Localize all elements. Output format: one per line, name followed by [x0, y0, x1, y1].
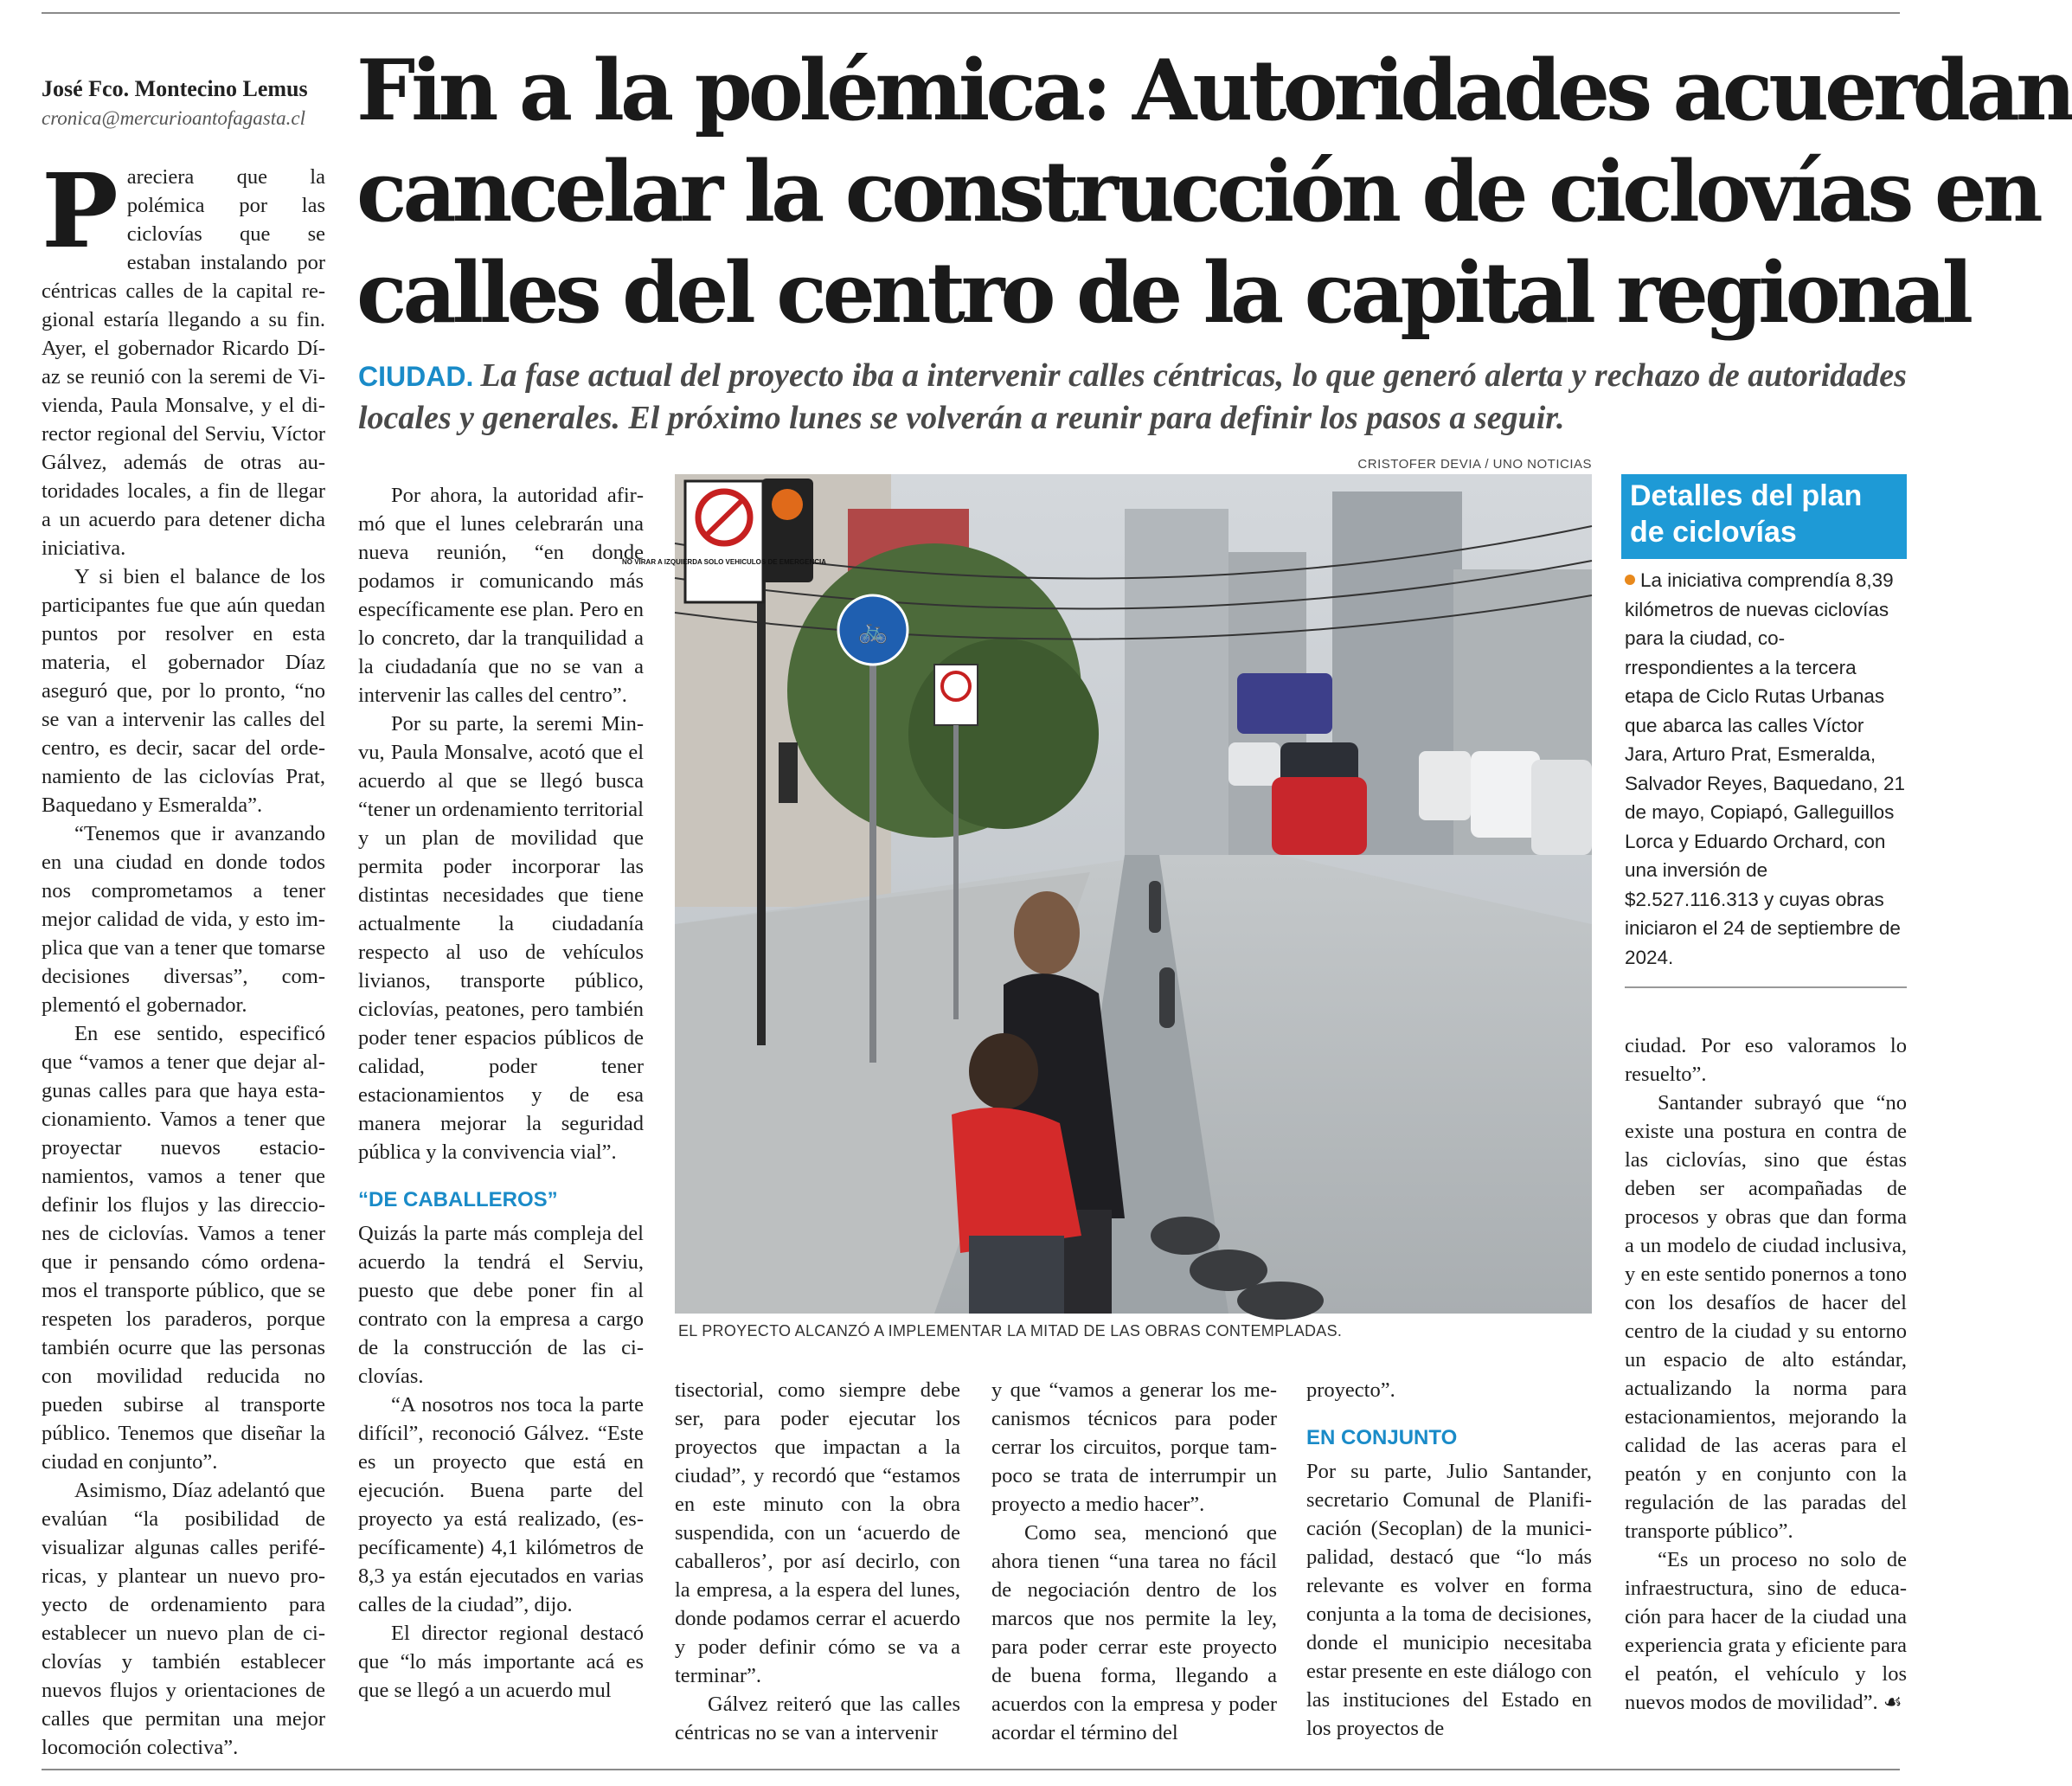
distant-pedestrian — [779, 742, 798, 803]
photo-caption: EL PROYECTO ALCANZÓ A IMPLEMENTAR LA MITAD DE LAS OBRAS CONTEMPLADAS. — [678, 1322, 1343, 1340]
bollard — [1149, 881, 1161, 933]
street-photo — [621, 474, 1592, 1314]
paragraph: “Tenemos que ir avanzando en una ciudad en donde todos nos comprometamos a tener mejor calidad de vida, y esto implica que van a tener que tomarse decisiones diversas”, complementó el gobernador. — [42, 822, 325, 1017]
bike-sign-pole — [869, 647, 876, 1063]
paragraph: Por su parte, la seremi Minvu, Paula Monsalve, acotó que el acuerdo al que se llegó busca “tener un ordenamiento territorial y un plan de movilidad que permita poder incorporar las distintas necesidades que tiene actualmente la ciudadanía respecto al uso de vehículos livianos, transporte público, ciclovías, peatones, pero también poder tener espacios públicos de calidad, poder tener estacionamientos y de esa manera mejorar la seguridad pública y la convivencia vial”. — [358, 712, 644, 1164]
paragraph: Pareciera que la polémica por las ciclovías que se estaban instalando por céntricas calles de la capital regional estaría llegando a su fin. Ayer, el gobernador Ricardo Díaz se reunió con la seremi de Vivienda, Paula Monsalve, y el director regional del Serviu, Víctor Gálvez, además de otras autoridades locales, a fin de llegar a un acuerdo para detener dicha iniciativa. — [42, 151, 325, 560]
headline-line-2: cancelar la construcción de ciclovías en — [356, 143, 2039, 241]
car — [1531, 760, 1592, 855]
bollard — [1190, 1250, 1267, 1291]
car — [1228, 742, 1280, 786]
top-rule — [42, 12, 1900, 14]
deck-text: La fase actual del proyecto iba a intervenir calles céntricas, lo que generó alerta y rechazo de autoridades locales y generales. El próximo lunes se volverán a reunir para definir los pasos a seguir. — [358, 357, 1907, 436]
end-mark-icon: ☙ — [1883, 1691, 1902, 1714]
car — [1272, 777, 1367, 855]
deck-kicker: CIUDAD. — [358, 361, 474, 392]
paragraph: En ese sentido, especificó que “vamos a tener que dejar algunas calles para que haya estacionamiento. Vamos a tener que proyectar nuevos estacionamientos, vamos a tener que definir los flujos y las direcciones de ciclovías. Vamos a tener que ir pensando cómo ordenamos el transporte público, que se respeten los paraderos, porque también ocurre que las personas con movilidad reducida no pueden subirse al transporte público. Tenemos que diseñar la ciudad en conjunto”. — [42, 1022, 325, 1474]
man-head — [1014, 891, 1080, 974]
boy-head — [969, 1033, 1038, 1109]
subhead-de-caballeros: “DE CABALLEROS” — [358, 1188, 558, 1211]
paragraph: “A nosotros nos toca la parte difícil”, reconoció Gálvez. “Este es un proyecto que está en ejecución. Buena parte del proyecto ya está realizado, (específicamente) 4,1 kilómetros de 8,3 ya están ejecutados en varias calles de la ciudad”, dijo. — [358, 1393, 644, 1616]
photo-credit: CRISTOFER DEVIA / UNO NOTICIAS — [1357, 457, 1592, 472]
pedestrian-signal — [772, 489, 803, 520]
building — [1125, 509, 1228, 855]
bottom-rule — [42, 1769, 1900, 1770]
bollard — [1159, 967, 1175, 1028]
article-column-2 — [358, 481, 644, 1705]
bullet-icon — [1625, 575, 1635, 585]
sign-text: NO VIRAR A IZQUIERDA SOLO VEHICULOS DE EMERGENCIA — [621, 558, 827, 566]
car — [1419, 751, 1471, 820]
paragraph: Y si bien el balance de los participantes fue que aún quedan puntos por resolver en esta materia, el gobernador Díaz aseguró que, por lo pronto, “no se van a intervenir las calles del centro, es decir, sacar del ordenamiento de las ciclovías Prat, Baquedano y Esmeralda”. — [42, 565, 325, 817]
headline — [356, 40, 2072, 344]
paragraph: tisectorial, como siempre debe ser, para poder ejecutar los proyectos que impactan a la ciudad”, y recordó que “estamos en este minuto con la obra suspendida, con un ‘acuerdo de caballeros’, por así decirlo, con la empresa, a la espera del lunes, donde podamos cerrar el acuerdo y poder definir cómo se va a terminar”. — [675, 1378, 960, 1687]
paragraph: Como sea, mencionó que ahora tienen “una tarea no fácil de negociación dentro de los marcos que nos permite la ley, para poder cerrar este proyecto de buena forma, llegando a acuerdos con la empresa y poder acordar el término del — [991, 1521, 1277, 1744]
author-email: cronica@mercurioantofagasta.cl — [42, 107, 305, 129]
deck — [358, 355, 1907, 439]
paragraph: Asimismo, Díaz adelantó que evalúan “la posibilidad de visualizar algunas calles periféricas, y plantear un nuevo proyecto de ordenamiento para establecer un nuevo plan de ciclovías y también establecer nuevos flujos y orientaciones de calles que permitan una mejor locomoción colectiva”. — [42, 1479, 325, 1759]
paragraph: Por ahora, la autoridad afirmó que el lunes celebrarán una nueva reunión, “en donde podamos ir comunicando más específicamente ese plan. Pero en lo concreto, dar la tranquilidad a la ciudadanía que no se van a intervenir las calles del centro”. — [358, 484, 644, 707]
article-column-1 — [42, 151, 325, 1762]
bus — [1237, 673, 1332, 734]
paragraph: El director regional destacó que “lo más importante acá es que se llegó a un acuerdo mul — [358, 1622, 644, 1702]
paragraph: Gálvez reiteró que las calles céntricas no se van a intervenir — [675, 1693, 960, 1744]
boy-legs — [969, 1236, 1064, 1314]
paragraph: Por su parte, Julio Santander, secretario Comunal de Planificación (Secoplan) de la municipalidad, destacó que “lo más relevante es volver en forma conjunta a la toma de decisiones, donde el municipio necesitaba estar presente en este diálogo con las instituciones del Estado en los proyectos de — [1306, 1460, 1592, 1740]
paragraph: ciudad. Por eso valoramos lo resuelto”. — [1625, 1034, 1907, 1086]
sidebox-title: Detalles del plan de ciclovías — [1621, 474, 1907, 559]
sidebox-rule — [1625, 986, 1907, 988]
bollard — [1237, 1282, 1324, 1320]
subhead-en-conjunto: EN CONJUNTO — [1306, 1426, 1458, 1449]
paragraph: “Es un proceso no solo de infraestructura, sino de educación para hacer de la ciudad una experiencia grata y eficiente para el peatón, el vehículo y los nuevos modos de movilidad”. ☙ — [1625, 1548, 1907, 1714]
svg-text:🚲: 🚲 — [857, 616, 888, 645]
drop-cap: P — [42, 151, 119, 271]
article-column-4 — [991, 1376, 1277, 1747]
paragraph: y que “vamos a generar los mecanismos técnicos para poder cerrar los circuitos, porque tampoco se trata de interrumpir un proyecto a medio hacer”. — [991, 1378, 1277, 1516]
sidebox-text: La iniciativa comprendía 8,39 kilómetros de nuevas ciclovías para la ciudad, correspondientes a la tercera etapa de Ciclo Rutas Urbanas que abarca las calles Víctor Jara, Arturo Prat, Esmeralda, Salvador Reyes, Baquedano, 21 de mayo, Copiapó, Galleguillos Lorca y Eduardo Orchard, con una inversión de $2.527.116.313 y cuyas obras iniciaron el 24 de septiembre de 2024. — [1625, 569, 1905, 968]
headline-line-3: calles del centro de la capital regional — [356, 244, 1970, 342]
paragraph: proyecto”. — [1306, 1378, 1395, 1402]
article-column-5 — [1306, 1376, 1592, 1743]
paragraph: Santander subrayó que “no existe una postura en contra de las ciclovías, sino que éstas deben ser acompañadas de procesos y obras que dan forma a un modelo de ciudad inclusiva, y en este sentido ponernos a tono con los desafíos de hacer del centro de la ciudad y su entorno un espacio de alto estándar, actualizando la norma para estacionamientos, mejorando la calidad de las aceras para el peatón y en conjunto con la regulación de las paradas del transporte público”. — [1625, 1091, 1907, 1543]
car — [1471, 751, 1540, 838]
byline — [42, 76, 327, 130]
article-column-6 — [1625, 1031, 1907, 1717]
author-name: José Fco. Montecino Lemus — [42, 76, 308, 101]
article-column-3 — [675, 1376, 960, 1747]
paragraph: Quizás la parte más compleja del acuerdo la tendrá el Serviu, puesto que debe poner fin al contrato con la empresa a cargo de la construcción de las ciclovías. — [358, 1222, 644, 1388]
headline-line-1: Fin a la polémica: Autoridades acuerdan — [356, 42, 2072, 139]
bollard — [1151, 1217, 1220, 1255]
